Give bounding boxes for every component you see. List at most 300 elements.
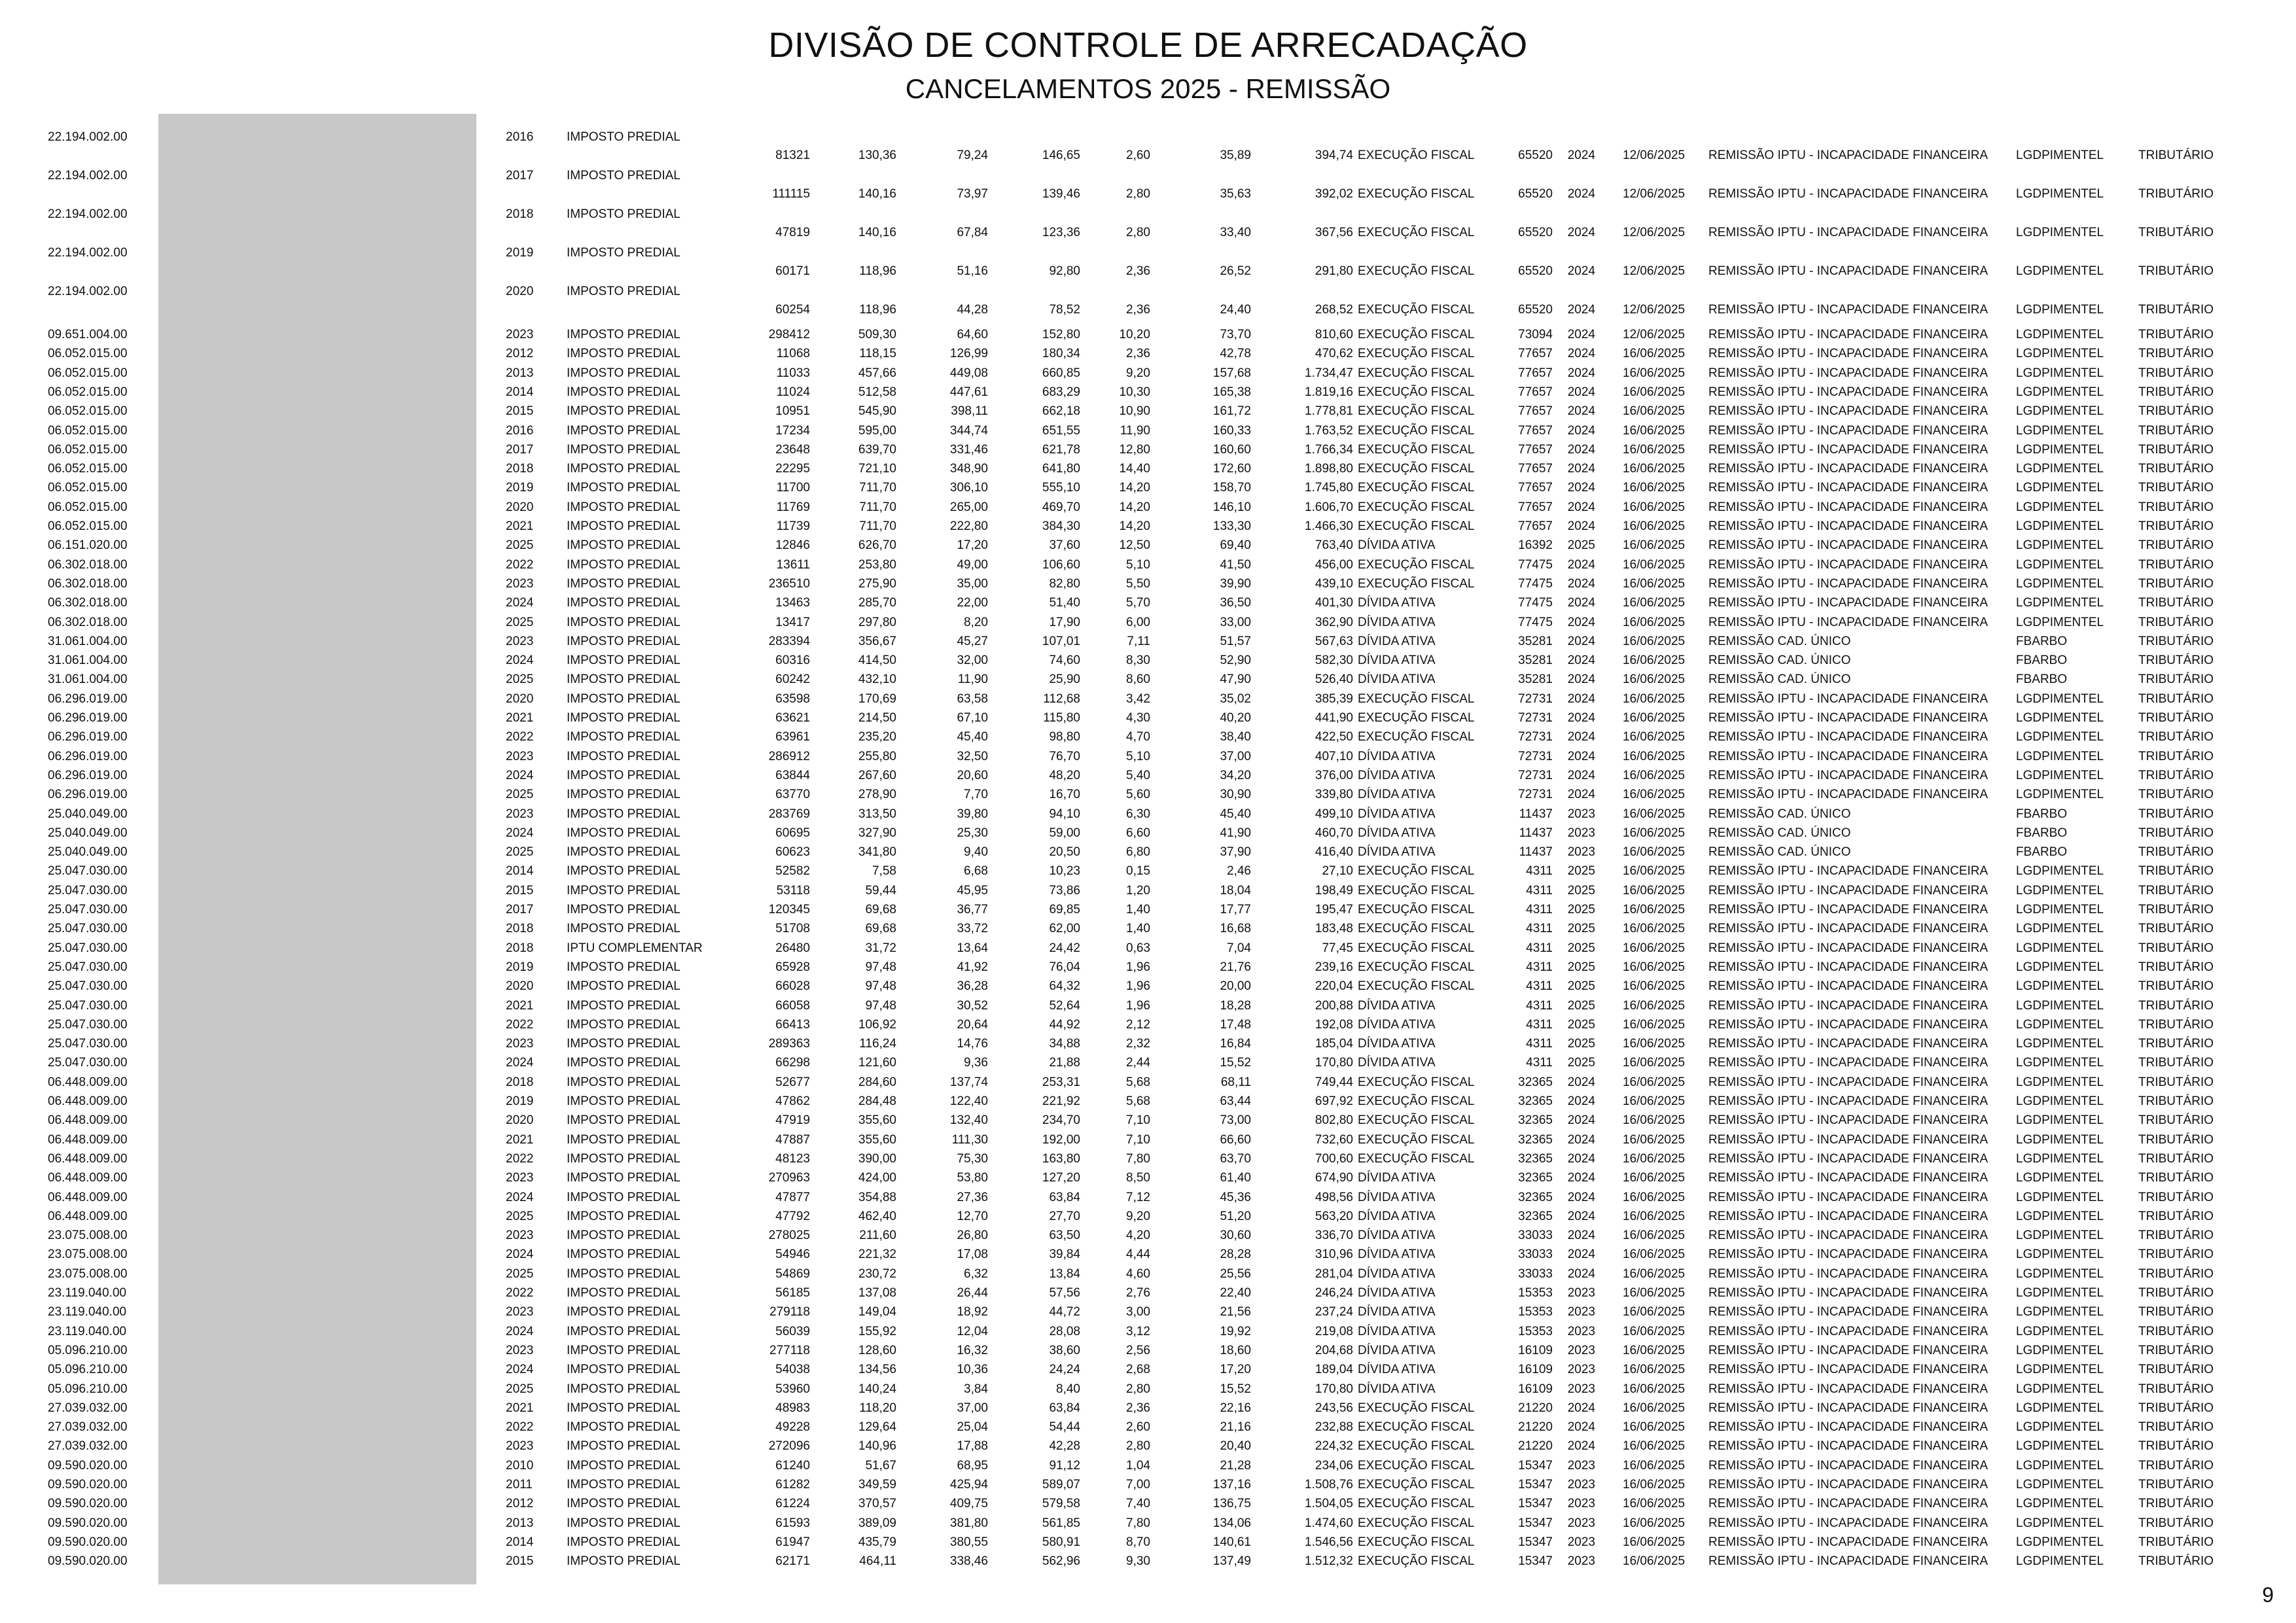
inscricao-cell: 06.448.009.00	[48, 1190, 128, 1204]
setor-cell: TRIBUTÁRIO	[2138, 1535, 2214, 1549]
tributo-cell: IMPOSTO PREDIAL	[567, 749, 680, 763]
guia-cell: 48123	[775, 1151, 810, 1166]
setor-cell: TRIBUTÁRIO	[2138, 1171, 2214, 1185]
honorarios-cell: 40,20	[1220, 711, 1251, 725]
data-cell: 16/06/2025	[1623, 596, 1686, 610]
motivo-cell: REMISSÃO IPTU - INCAPACIDADE FINANCEIRA	[1708, 557, 1988, 572]
processo-cell: 16109	[1518, 1343, 1553, 1357]
usuario-cell: LGDPIMENTEL	[2016, 1056, 2104, 1070]
processo-cell: 65520	[1518, 226, 1553, 239]
data-cell: 16/06/2025	[1623, 423, 1686, 438]
motivo-cell: REMISSÃO IPTU - INCAPACIDADE FINANCEIRA	[1708, 1229, 1988, 1243]
inscricao-cell: 06.296.019.00	[48, 768, 128, 782]
motivo-cell: REMISSÃO IPTU - INCAPACIDADE FINANCEIRA	[1708, 1420, 1988, 1435]
honorarios-cell: 134,06	[1212, 1516, 1251, 1530]
principal-cell: 284,60	[858, 1075, 896, 1089]
tributo-cell: IMPOSTO PREDIAL	[567, 730, 680, 744]
situacao-cell: DÍVIDA ATIVA	[1358, 768, 1436, 782]
year-cell: 2019	[506, 246, 534, 260]
table-row	[0, 632, 2296, 652]
principal-cell: 140,96	[858, 1439, 896, 1454]
year-cell: 2023	[506, 328, 534, 341]
honorarios-cell: 18,04	[1220, 883, 1251, 898]
exercicio-cell: 2023	[1567, 1516, 1595, 1530]
inscricao-cell: 25.047.030.00	[48, 922, 128, 936]
exercicio-cell: 2024	[1567, 328, 1595, 341]
year-cell: 2024	[506, 768, 534, 782]
inscricao-cell: 06.052.015.00	[48, 423, 128, 438]
guia-cell: 270963	[768, 1171, 810, 1185]
total-cell: 189,04	[1315, 1363, 1353, 1377]
situacao-cell: EXECUÇÃO FISCAL	[1358, 1516, 1475, 1530]
multa-cell: 469,70	[1042, 500, 1080, 514]
year-cell: 2024	[506, 654, 534, 668]
data-cell: 16/06/2025	[1623, 1363, 1686, 1377]
tributo-cell: IPTU COMPLEMENTAR	[567, 941, 703, 955]
correcao-cell: 7,40	[1126, 1497, 1150, 1511]
setor-cell: TRIBUTÁRIO	[2138, 1229, 2214, 1243]
year-cell: 2015	[506, 883, 534, 898]
honorarios-cell: 137,49	[1212, 1554, 1251, 1569]
total-cell: 183,48	[1315, 922, 1353, 936]
principal-cell: 275,90	[858, 576, 896, 591]
processo-cell: 72731	[1518, 788, 1553, 802]
multa-cell: 253,31	[1042, 1075, 1080, 1089]
total-cell: 1.766,34	[1305, 442, 1353, 457]
tributo-cell: IMPOSTO PREDIAL	[567, 1132, 680, 1147]
situacao-cell: EXECUÇÃO FISCAL	[1358, 960, 1475, 974]
principal-cell: 545,90	[858, 404, 896, 419]
tributo-cell: IMPOSTO PREDIAL	[567, 1516, 680, 1530]
guia-cell: 47862	[775, 1094, 810, 1108]
correcao-cell: 5,40	[1126, 768, 1150, 782]
exercicio-cell: 2025	[1567, 960, 1595, 974]
motivo-cell: REMISSÃO IPTU - INCAPACIDADE FINANCEIRA	[1708, 1554, 1988, 1569]
principal-cell: 121,60	[858, 1056, 896, 1070]
processo-cell: 77657	[1518, 347, 1553, 361]
table-row	[0, 574, 2296, 594]
year-cell: 2022	[506, 1151, 534, 1166]
principal-cell: 235,20	[858, 730, 896, 744]
multa-cell: 59,00	[1049, 826, 1080, 840]
motivo-cell: REMISSÃO IPTU - INCAPACIDADE FINANCEIRA	[1708, 749, 1988, 763]
year-cell: 2022	[506, 1286, 534, 1300]
exercicio-cell: 2024	[1567, 462, 1595, 476]
exercicio-cell: 2024	[1567, 500, 1595, 514]
guia-cell: 61282	[775, 1478, 810, 1492]
setor-cell: TRIBUTÁRIO	[2138, 615, 2214, 629]
inscricao-cell: 25.047.030.00	[48, 883, 128, 898]
tributo-cell: IMPOSTO PREDIAL	[567, 1439, 680, 1454]
juros-cell: 7,70	[964, 788, 988, 802]
multa-cell: 39,84	[1049, 1248, 1080, 1262]
correcao-cell: 14,20	[1119, 519, 1150, 533]
setor-cell: TRIBUTÁRIO	[2138, 1343, 2214, 1357]
correcao-cell: 2,68	[1126, 1363, 1150, 1377]
guia-cell: 56185	[775, 1286, 810, 1300]
juros-cell: 35,00	[957, 576, 988, 591]
exercicio-cell: 2024	[1567, 366, 1595, 380]
situacao-cell: EXECUÇÃO FISCAL	[1358, 1113, 1475, 1128]
table-row	[0, 1073, 2296, 1092]
juros-cell: 33,72	[957, 922, 988, 936]
correcao-cell: 4,20	[1126, 1229, 1150, 1243]
multa-cell: 384,30	[1042, 519, 1080, 533]
inscricao-cell: 25.047.030.00	[48, 941, 128, 955]
correcao-cell: 7,10	[1126, 1113, 1150, 1128]
total-cell: 362,90	[1315, 615, 1353, 629]
setor-cell: TRIBUTÁRIO	[2138, 711, 2214, 725]
data-cell: 16/06/2025	[1623, 826, 1686, 840]
table-row	[0, 517, 2296, 536]
correcao-cell: 3,12	[1126, 1324, 1150, 1338]
year-cell: 2019	[506, 960, 534, 974]
processo-cell: 72731	[1518, 768, 1553, 782]
tributo-cell: IMPOSTO PREDIAL	[567, 1151, 680, 1166]
honorarios-cell: 158,70	[1212, 481, 1251, 495]
usuario-cell: LGDPIMENTEL	[2016, 711, 2104, 725]
total-cell: 385,39	[1315, 691, 1353, 706]
processo-cell: 32365	[1518, 1113, 1553, 1128]
situacao-cell: EXECUÇÃO FISCAL	[1358, 1132, 1475, 1147]
processo-cell: 4311	[1526, 1037, 1553, 1051]
motivo-cell: REMISSÃO IPTU - INCAPACIDADE FINANCEIRA	[1708, 442, 1988, 457]
page-number: 9	[2262, 1583, 2274, 1607]
tributo-cell: IMPOSTO PREDIAL	[567, 596, 680, 610]
tributo-cell: IMPOSTO PREDIAL	[567, 1478, 680, 1492]
exercicio-cell: 2024	[1567, 691, 1595, 706]
total-cell: 376,00	[1315, 768, 1353, 782]
exercicio-cell: 2024	[1567, 423, 1595, 438]
honorarios-cell: 63,70	[1220, 1151, 1251, 1166]
exercicio-cell: 2024	[1567, 576, 1595, 591]
data-cell: 16/06/2025	[1623, 788, 1686, 802]
motivo-cell: REMISSÃO IPTU - INCAPACIDADE FINANCEIRA	[1708, 1439, 1988, 1454]
usuario-cell: LGDPIMENTEL	[2016, 226, 2104, 239]
honorarios-cell: 133,30	[1212, 519, 1251, 533]
inscricao-cell: 06.448.009.00	[48, 1209, 128, 1223]
year-cell: 2020	[506, 285, 534, 298]
setor-cell: TRIBUTÁRIO	[2138, 730, 2214, 744]
exercicio-cell: 2024	[1567, 1248, 1595, 1262]
honorarios-cell: 69,40	[1220, 538, 1251, 553]
total-cell: 700,60	[1315, 1151, 1353, 1166]
table-row	[0, 383, 2296, 402]
setor-cell: TRIBUTÁRIO	[2138, 1478, 2214, 1492]
guia-cell: 13463	[775, 596, 810, 610]
correcao-cell: 2,56	[1126, 1343, 1150, 1357]
usuario-cell: LGDPIMENTEL	[2016, 1094, 2104, 1108]
juros-cell: 22,00	[957, 596, 988, 610]
setor-cell: TRIBUTÁRIO	[2138, 788, 2214, 802]
honorarios-cell: 17,20	[1220, 1363, 1251, 1377]
year-cell: 2025	[506, 1382, 534, 1396]
juros-cell: 425,94	[949, 1478, 988, 1492]
inscricao-cell: 25.047.030.00	[48, 1056, 128, 1070]
usuario-cell: LGDPIMENTEL	[2016, 1458, 2104, 1473]
total-cell: 422,50	[1315, 730, 1353, 744]
multa-cell: 561,85	[1042, 1516, 1080, 1530]
correcao-cell: 1,20	[1126, 883, 1150, 898]
juros-cell: 75,30	[957, 1151, 988, 1166]
usuario-cell: LGDPIMENTEL	[2016, 960, 2104, 974]
exercicio-cell: 2023	[1567, 845, 1595, 860]
total-cell: 310,96	[1315, 1248, 1353, 1262]
total-cell: 732,60	[1315, 1132, 1353, 1147]
total-cell: 281,04	[1315, 1266, 1353, 1281]
juros-cell: 6,68	[964, 864, 988, 879]
table-row	[0, 1437, 2296, 1456]
tributo-cell: IMPOSTO PREDIAL	[567, 1017, 680, 1032]
tributo-cell: IMPOSTO PREDIAL	[567, 960, 680, 974]
guia-cell: 22295	[775, 462, 810, 476]
year-cell: 2021	[506, 998, 534, 1013]
principal-cell: 118,96	[859, 303, 896, 317]
processo-cell: 32365	[1518, 1151, 1553, 1166]
table-row	[0, 1265, 2296, 1284]
usuario-cell: LGDPIMENTEL	[2016, 1554, 2104, 1569]
guia-cell: 52582	[775, 864, 810, 879]
multa-cell: 234,70	[1042, 1113, 1080, 1128]
tributo-cell: IMPOSTO PREDIAL	[567, 1037, 680, 1051]
tributo-cell: IMPOSTO PREDIAL	[567, 385, 680, 399]
juros-cell: 126,99	[949, 347, 988, 361]
total-cell: 1.778,81	[1305, 404, 1353, 419]
setor-cell: TRIBUTÁRIO	[2138, 576, 2214, 591]
multa-cell: 589,07	[1042, 1478, 1080, 1492]
principal-cell: 711,70	[859, 500, 896, 514]
guia-cell: 53118	[776, 883, 810, 898]
inscricao-cell: 06.052.015.00	[48, 481, 128, 495]
honorarios-cell: 21,56	[1220, 1305, 1251, 1319]
honorarios-cell: 146,10	[1212, 500, 1251, 514]
motivo-cell: REMISSÃO IPTU - INCAPACIDADE FINANCEIRA	[1708, 903, 1988, 916]
correcao-cell: 1,40	[1126, 922, 1150, 936]
multa-cell: 8,40	[1056, 1382, 1080, 1396]
juros-cell: 3,84	[964, 1382, 988, 1396]
guia-cell: 13611	[776, 557, 810, 572]
principal-cell: 214,50	[858, 711, 896, 725]
processo-cell: 77475	[1518, 615, 1553, 629]
principal-cell: 711,70	[859, 519, 896, 533]
honorarios-cell: 137,16	[1212, 1478, 1251, 1492]
motivo-cell: REMISSÃO IPTU - INCAPACIDADE FINANCEIRA	[1708, 1017, 1988, 1032]
honorarios-cell: 41,90	[1220, 826, 1251, 840]
correcao-cell: 1,96	[1126, 998, 1150, 1013]
correcao-cell: 1,40	[1126, 903, 1150, 916]
motivo-cell: REMISSÃO IPTU - INCAPACIDADE FINANCEIRA	[1708, 691, 1988, 706]
juros-cell: 39,80	[957, 807, 988, 821]
juros-cell: 25,04	[957, 1420, 988, 1435]
tributo-cell: IMPOSTO PREDIAL	[567, 1094, 680, 1108]
exercicio-cell: 2024	[1567, 1132, 1595, 1147]
situacao-cell: DÍVIDA ATIVA	[1358, 807, 1436, 821]
usuario-cell: LGDPIMENTEL	[2016, 462, 2104, 476]
honorarios-cell: 34,20	[1220, 768, 1251, 782]
motivo-cell: REMISSÃO IPTU - INCAPACIDADE FINANCEIRA	[1708, 500, 1988, 514]
total-cell: 470,62	[1315, 347, 1353, 361]
guia-cell: 11700	[776, 481, 810, 495]
year-cell: 2021	[506, 519, 534, 533]
situacao-cell: DÍVIDA ATIVA	[1358, 1229, 1436, 1243]
data-cell: 16/06/2025	[1623, 576, 1686, 591]
exercicio-cell: 2023	[1567, 1382, 1595, 1396]
juros-cell: 45,95	[957, 883, 988, 898]
data-cell: 16/06/2025	[1623, 1305, 1686, 1319]
motivo-cell: REMISSÃO IPTU - INCAPACIDADE FINANCEIRA	[1708, 979, 1988, 994]
usuario-cell: LGDPIMENTEL	[2016, 1171, 2104, 1185]
processo-cell: 77657	[1518, 404, 1553, 419]
correcao-cell: 5,50	[1126, 576, 1150, 591]
multa-cell: 78,52	[1049, 303, 1080, 317]
tributo-cell: IMPOSTO PREDIAL	[567, 1363, 680, 1377]
principal-cell: 721,10	[858, 462, 896, 476]
year-cell: 2025	[506, 538, 534, 553]
situacao-cell: EXECUÇÃO FISCAL	[1358, 404, 1475, 419]
correcao-cell: 7,12	[1126, 1190, 1150, 1204]
data-cell: 12/06/2025	[1623, 226, 1686, 239]
juros-cell: 36,28	[957, 979, 988, 994]
setor-cell: TRIBUTÁRIO	[2138, 768, 2214, 782]
total-cell: 1.512,32	[1305, 1554, 1353, 1569]
processo-cell: 32365	[1518, 1171, 1553, 1185]
year-cell: 2025	[506, 845, 534, 860]
situacao-cell: EXECUÇÃO FISCAL	[1358, 1458, 1475, 1473]
table-row	[0, 593, 2296, 613]
usuario-cell: LGDPIMENTEL	[2016, 423, 2104, 438]
total-cell: 1.606,70	[1305, 500, 1353, 514]
table-row	[0, 1188, 2296, 1208]
situacao-cell: EXECUÇÃO FISCAL	[1358, 226, 1475, 239]
correcao-cell: 2,36	[1126, 264, 1150, 278]
multa-cell: 146,65	[1042, 148, 1080, 162]
inscricao-cell: 25.047.030.00	[48, 960, 128, 974]
inscricao-cell: 09.590.020.00	[48, 1458, 128, 1473]
usuario-cell: LGDPIMENTEL	[2016, 519, 2104, 533]
table-row	[0, 1514, 2296, 1533]
principal-cell: 97,48	[865, 979, 896, 994]
total-cell: 1.763,52	[1305, 423, 1353, 438]
table-row	[0, 421, 2296, 441]
exercicio-cell: 2024	[1567, 1401, 1595, 1415]
year-cell: 2024	[506, 1248, 534, 1262]
situacao-cell: EXECUÇÃO FISCAL	[1358, 1554, 1475, 1569]
multa-cell: 106,60	[1042, 557, 1080, 572]
situacao-cell: EXECUÇÃO FISCAL	[1358, 462, 1475, 476]
usuario-cell: LGDPIMENTEL	[2016, 788, 2104, 802]
table-row	[0, 1456, 2296, 1476]
tributo-cell: IMPOSTO PREDIAL	[567, 207, 680, 221]
motivo-cell: REMISSÃO IPTU - INCAPACIDADE FINANCEIRA	[1708, 730, 1988, 744]
guia-cell: 81321	[775, 148, 810, 162]
motivo-cell: REMISSÃO IPTU - INCAPACIDADE FINANCEIRA	[1708, 264, 1988, 278]
correcao-cell: 1,96	[1126, 960, 1150, 974]
guia-cell: 11033	[776, 366, 810, 380]
processo-cell: 11437	[1519, 807, 1553, 821]
guia-cell: 66028	[775, 979, 810, 994]
juros-cell: 67,84	[957, 226, 988, 239]
principal-cell: 130,36	[858, 148, 896, 162]
juros-cell: 348,90	[949, 462, 988, 476]
data-cell: 16/06/2025	[1623, 1151, 1686, 1166]
guia-cell: 61224	[775, 1497, 810, 1511]
situacao-cell: EXECUÇÃO FISCAL	[1358, 1401, 1475, 1415]
honorarios-cell: 17,77	[1220, 903, 1251, 916]
data-cell: 16/06/2025	[1623, 1497, 1686, 1511]
principal-cell: 509,30	[858, 328, 896, 341]
multa-cell: 10,23	[1049, 864, 1080, 879]
data-cell: 16/06/2025	[1623, 1094, 1686, 1108]
situacao-cell: EXECUÇÃO FISCAL	[1358, 347, 1475, 361]
total-cell: 416,40	[1315, 845, 1353, 860]
multa-cell: 562,96	[1042, 1554, 1080, 1569]
exercicio-cell: 2024	[1567, 596, 1595, 610]
table-row	[0, 862, 2296, 881]
total-cell: 392,02	[1315, 187, 1353, 201]
principal-cell: 97,48	[865, 960, 896, 974]
data-cell: 16/06/2025	[1623, 1401, 1686, 1415]
table-row	[0, 1341, 2296, 1361]
table-row	[0, 498, 2296, 517]
situacao-cell: DÍVIDA ATIVA	[1358, 1286, 1436, 1300]
data-cell: 16/06/2025	[1623, 538, 1686, 553]
motivo-cell: REMISSÃO IPTU - INCAPACIDADE FINANCEIRA	[1708, 404, 1988, 419]
setor-cell: TRIBUTÁRIO	[2138, 749, 2214, 763]
data-cell: 16/06/2025	[1623, 1056, 1686, 1070]
inscricao-cell: 25.040.049.00	[48, 845, 128, 860]
inscricao-cell: 06.052.015.00	[48, 500, 128, 514]
data-cell: 16/06/2025	[1623, 1478, 1686, 1492]
usuario-cell: LGDPIMENTEL	[2016, 1248, 2104, 1262]
honorarios-cell: 15,52	[1220, 1056, 1251, 1070]
exercicio-cell: 2023	[1567, 1363, 1595, 1377]
juros-cell: 14,76	[957, 1037, 988, 1051]
correcao-cell: 2,80	[1126, 1439, 1150, 1454]
situacao-cell: DÍVIDA ATIVA	[1358, 1266, 1436, 1281]
principal-cell: 284,48	[858, 1094, 896, 1108]
correcao-cell: 2,80	[1126, 187, 1150, 201]
tributo-cell: IMPOSTO PREDIAL	[567, 998, 680, 1013]
honorarios-cell: 160,33	[1212, 423, 1251, 438]
multa-cell: 63,50	[1049, 1229, 1080, 1243]
setor-cell: TRIBUTÁRIO	[2138, 303, 2214, 317]
tributo-cell: IMPOSTO PREDIAL	[567, 845, 680, 860]
tributo-cell: IMPOSTO PREDIAL	[567, 1535, 680, 1549]
motivo-cell: REMISSÃO IPTU - INCAPACIDADE FINANCEIRA	[1708, 519, 1988, 533]
juros-cell: 17,08	[957, 1248, 988, 1262]
tributo-cell: IMPOSTO PREDIAL	[567, 1401, 680, 1415]
multa-cell: 62,00	[1049, 922, 1080, 936]
setor-cell: TRIBUTÁRIO	[2138, 1401, 2214, 1415]
exercicio-cell: 2024	[1567, 404, 1595, 419]
setor-cell: TRIBUTÁRIO	[2138, 1113, 2214, 1128]
tributo-cell: IMPOSTO PREDIAL	[567, 1190, 680, 1204]
setor-cell: TRIBUTÁRIO	[2138, 1017, 2214, 1032]
year-cell: 2013	[506, 1516, 534, 1530]
honorarios-cell: 38,40	[1220, 730, 1251, 744]
juros-cell: 13,64	[957, 941, 988, 955]
processo-cell: 33033	[1518, 1248, 1553, 1262]
usuario-cell: LGDPIMENTEL	[2016, 1363, 2104, 1377]
page-subtitle: CANCELAMENTOS 2025 - REMISSÃO	[905, 73, 1391, 104]
tributo-cell: IMPOSTO PREDIAL	[567, 1497, 680, 1511]
data-cell: 16/06/2025	[1623, 1017, 1686, 1032]
guia-cell: 60623	[775, 845, 810, 860]
inscricao-cell: 25.040.049.00	[48, 826, 128, 840]
processo-cell: 15347	[1518, 1516, 1553, 1530]
total-cell: 439,10	[1315, 576, 1353, 591]
multa-cell: 76,70	[1049, 749, 1080, 763]
